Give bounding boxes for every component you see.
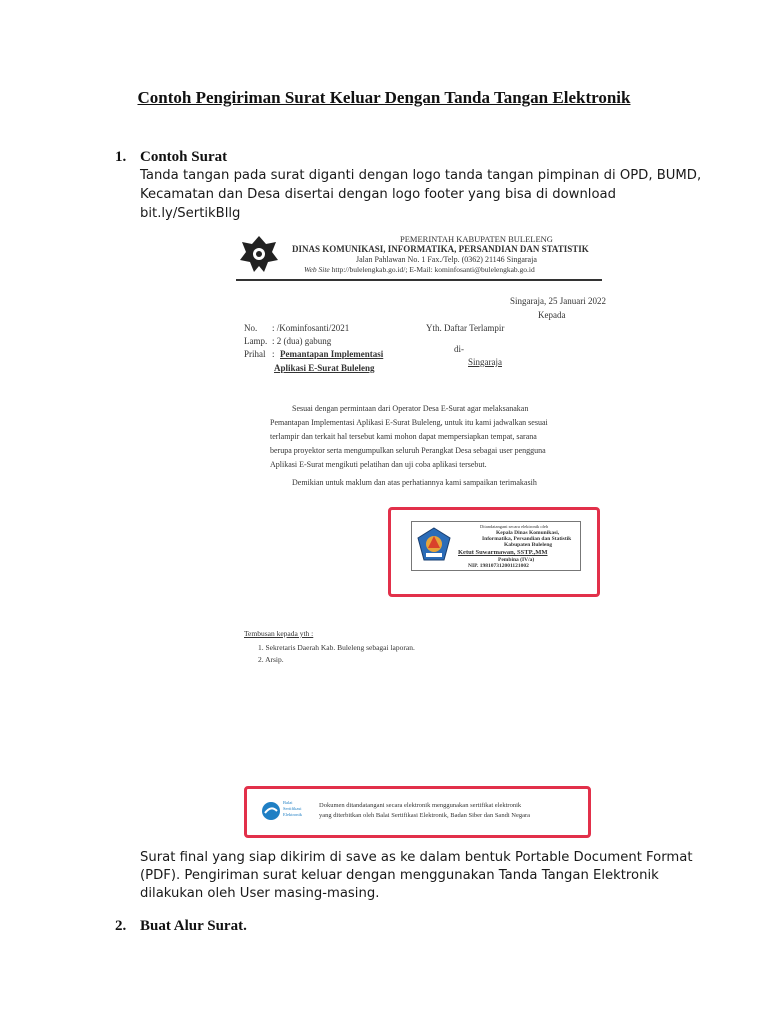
after-text-line-1: Surat final yang siap dikirim di save as ke dalam bentuk Portable Document Format: [140, 850, 693, 865]
section-1-text-line-2: Kecamatan dan Desa disertai dengan logo footer yang bisa di download: [140, 187, 616, 202]
kop-line-1: PEMERINTAH KABUPATEN BULELENG: [400, 234, 553, 244]
bsre-logo-text-1: Balai: [283, 800, 293, 805]
signature-position-3: Kabupaten Buleleng: [504, 542, 553, 548]
section-1-text-line-3: bit.ly/SertikBllg: [140, 206, 241, 221]
page-title: Contoh Pengiriman Surat Keluar Dengan Tanda Tangan Elektronik: [137, 88, 631, 107]
letter-body-line-5: Aplikasi E-Surat mengikuti pelatihan dan uji coba aplikasi tersebut.: [270, 460, 487, 469]
signature-nip: NIP. 198107312001121002: [468, 563, 529, 569]
signature-card: [411, 521, 581, 571]
bsre-logo-icon: [261, 801, 281, 821]
letter-prihal-label: Prihal: [244, 349, 266, 359]
letter-di: di-: [454, 344, 464, 354]
letter-city: Singaraja: [468, 357, 502, 367]
buleleng-logo-icon: [416, 526, 452, 564]
letter-body-line-2: Pemantapan Implementasi Aplikasi E-Surat Buleleng, untuk itu kami jadwalkan sesuai: [270, 418, 548, 427]
tembusan-label: Tembusan kepada yth :: [244, 629, 314, 638]
letter-body-line-4: berupa proyektor serta mengumpulkan seluruh Perangkat Desa sebagai user pengguna: [270, 446, 546, 455]
bsre-logo-text-3: Elektronik: [283, 812, 302, 817]
signature-rank: Pembina (IV/a): [498, 557, 535, 563]
letter-body-line-6: Demikian untuk maklum dan atas perhatiannya kami sampaikan terimakasih: [292, 478, 537, 487]
kop-line-3: Jalan Pahlawan No. 1 Fax./Telp. (0362) 21146 Singaraja: [356, 255, 537, 264]
tembusan-item-2: 2. Arsip.: [258, 655, 284, 664]
garuda-emblem-icon: [236, 232, 282, 278]
section-2-heading: Buat Alur Surat.: [140, 918, 247, 934]
after-text-line-2: (PDF). Pengiriman surat keluar dengan menggunakan Tanda Tangan Elektronik: [140, 868, 659, 883]
section-1-text-line-1: Tanda tangan pada surat diganti dengan logo tanda tangan pimpinan di OPD, BUMD,: [140, 168, 702, 183]
letter-yth: Yth. Daftar Terlampir: [426, 323, 505, 333]
letter-no-value: : /Kominfosanti/2021: [272, 323, 350, 333]
signature-highlight-box: [388, 507, 600, 597]
letter-no-label: No.: [244, 323, 258, 333]
signature-position-1: Kepala Dinas Komunikasi,: [496, 530, 560, 536]
letter-preview: [200, 224, 612, 844]
letter-body-line-3: terlampir dan terkait hal tersebut kami mohon dapat mempersiapkan tempat, sarana: [270, 432, 537, 441]
letter-prihal-line-1: Pemantapan Implementasi: [280, 349, 384, 359]
signature-position-2: Informatika, Persandian dan Statistik: [482, 536, 572, 542]
letter-date: Singaraja, 25 Januari 2022: [510, 296, 606, 306]
kop-website-label: Web Site: [304, 265, 330, 274]
kop-line-4: http://bulelengkab.go.id/; E-Mail: kominfosanti@bulelengkab.go.id: [331, 265, 535, 274]
letter-body-line-1: Sesuai dengan permintaan dari Operator Desa E-Surat agar melaksanakan: [292, 404, 529, 413]
section-1-heading: Contoh Surat: [140, 149, 228, 165]
section-2-number: 2.: [115, 918, 127, 934]
kop-divider: [236, 279, 602, 281]
signature-name: Ketut Suwarmawan, SSTP.,MM: [458, 549, 548, 556]
after-text-line-3: dilakukan oleh User masing-masing.: [140, 886, 380, 901]
kop-line-2: DINAS KOMUNIKASI, INFORMATIKA, PERSANDIAN DAN STATISTIK: [292, 244, 589, 254]
signature-caption: Ditandatangani secara elektronik oleh: [480, 524, 549, 529]
letter-lamp-label: Lamp.: [244, 336, 268, 346]
footer-highlight-box: [244, 786, 591, 838]
letter-prihal-colon: :: [272, 349, 275, 359]
letter-lamp-value: : 2 (dua) gabung: [272, 336, 332, 346]
bsre-logo-text-2: Sertifikasi: [283, 806, 302, 811]
tembusan-item-1: 1. Sekretaris Daerah Kab. Buleleng sebagai laporan.: [258, 643, 415, 652]
section-1-number: 1.: [115, 149, 127, 165]
footer-line-1: Dokumen ditandatangani secara elektronik menggunakan sertifikat elektronik: [319, 802, 522, 809]
footer-line-2: yang diterbitkan oleh Balai Sertifikasi Elektronik, Badan Siber dan Sandi Negara: [319, 812, 531, 819]
letter-kepada: Kepada: [538, 310, 566, 320]
letter-prihal-line-2: Aplikasi E-Surat Buleleng: [274, 363, 375, 373]
